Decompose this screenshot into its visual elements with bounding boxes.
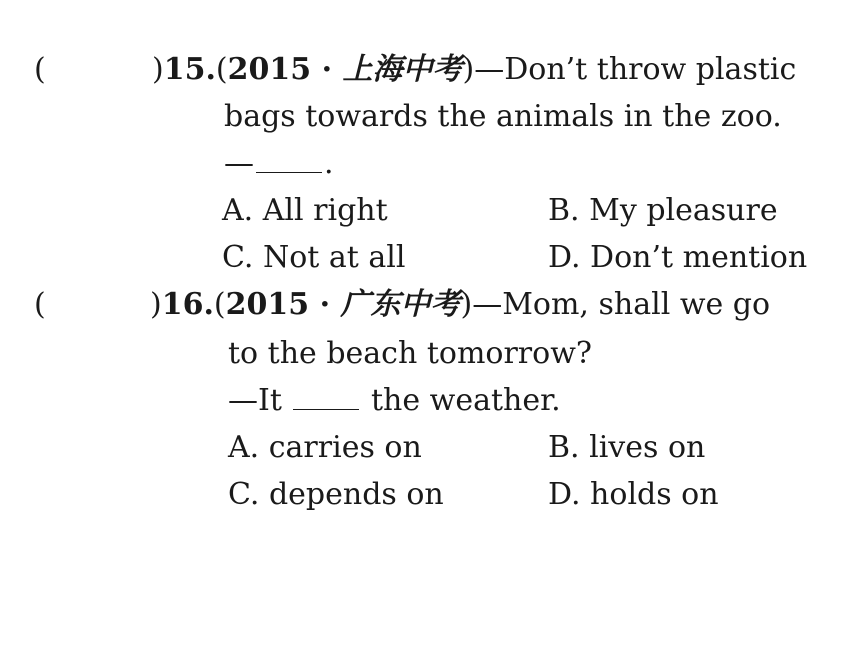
source-paren-open: (: [213, 287, 226, 322]
source-exam: 上海中考: [342, 52, 463, 87]
option-c[interactable]: C. Not at all: [222, 240, 406, 275]
reply-line: [228, 383, 561, 419]
answer-paren-open: (: [34, 52, 46, 87]
source-year: 2015 ·: [227, 52, 343, 87]
question-header: [150, 287, 770, 323]
reply-end: .: [324, 146, 334, 181]
answer-blank[interactable]: [293, 383, 359, 410]
option-b[interactable]: B. lives on: [548, 430, 706, 465]
answer-paren-close: ): [150, 287, 162, 322]
source-paren-open: (: [215, 52, 228, 87]
question-stem-line2: to the beach tomorrow?: [228, 336, 592, 371]
question-stem-line1: —Mom, shall we go: [472, 287, 771, 322]
question-number: 15.: [163, 52, 216, 87]
reply-line: [224, 146, 334, 182]
option-b[interactable]: B. My pleasure: [548, 193, 778, 228]
question-stem-line2: bags towards the animals in the zoo.: [224, 99, 782, 134]
option-d[interactable]: D. Don’t mention: [548, 240, 808, 275]
option-c[interactable]: C. depends on: [228, 477, 444, 512]
reply-end: the weather.: [361, 383, 561, 418]
question-stem-line1: —Don’t throw plastic: [474, 52, 797, 87]
source-exam: 广东中考: [340, 287, 461, 322]
option-d[interactable]: D. holds on: [548, 477, 719, 512]
answer-paren-open: (: [34, 287, 46, 322]
option-a[interactable]: A. All right: [222, 193, 388, 228]
source-paren-close: ): [460, 287, 473, 322]
question-number: 16.: [161, 287, 214, 322]
answer-blank[interactable]: [256, 146, 322, 173]
source-paren-close: ): [462, 52, 475, 87]
answer-paren-close: ): [152, 52, 164, 87]
reply-start: —It: [228, 383, 292, 418]
option-a[interactable]: A. carries on: [228, 430, 422, 465]
reply-dash: —: [224, 146, 254, 181]
source-year: 2015 ·: [225, 287, 341, 322]
question-header: [152, 52, 796, 88]
